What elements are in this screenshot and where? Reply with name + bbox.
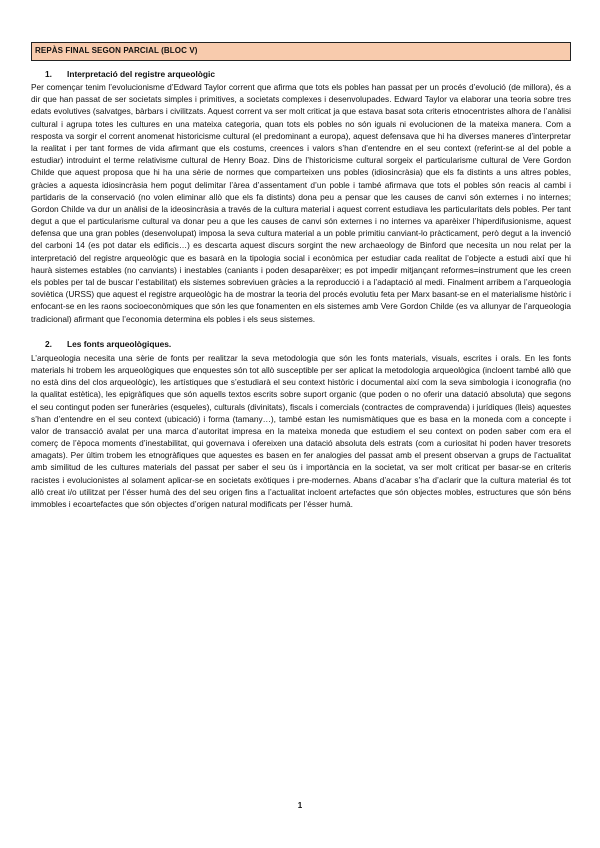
document-title: REPÀS FINAL SEGON PARCIAL (BLOC V) (31, 42, 571, 61)
section-number: 1. (45, 69, 52, 79)
section-paragraph-2: L’arqueologia necesita una sèrie de fonts per realitzar la seva metodologia que són les fonts materials, visuals, escrites i orals. En les fonts materials hi trobem les arqueològiques que enquestes són tot allò susceptible per ser aplicat la metodologia arqueològica (incloent també allò que no està dins del clos arqueològic), les artístiques que s’estudiarà el seu context històric i documental així com la seva simbologia i iconografia (no la qualitat estètica), les epigràfiques que són aquells textos escrits sobre suport organic (que poden o no oferir una datació absoluta) que segons el seu contingut poden ser funeràries (esqueles), culturals (divinitats), fiscals i comercials (contractes de compravenda) i jurídiques (lleis) aquestes s’han d’entendre en el seu context (ubicació) i forma (tamany…), també estan les numismàtiques que es basa en la moneda com a concepte i valor de transacció avalat per una marca d’autoritat impresa en la mateixa moneda que estudiem el seu context on poden saber com era el comerç de l’època moments d’inestabilitat, qui governava i ofereixen una datació absoluta dels estrats (com a curiositat hi poden haver tresorets amagats). Per últim trobem les etnogràfiques que aquestes es basen en fer analogies del passat amb el present observan a grups de l’actualitat amb similitud de les cultures materials del passat per saber el seu ús i importància en la societat, va ser molt criticat per basar-se en criteris racistes i evolucionistes al solament aplicar-se en societats exòtiques i pre-modernes. Abans d’acabar s’ha d’aclarir que la cultura material és tot allò creat i/o utilitzat per l’ésser humà des del seu origen fins a l’actualitat incloent artefactes que són objectes mobles, estructures que són béns immobles i ecoartefactes que són objectes d’origen natural modificats per l’ésser humà. (31, 352, 571, 509)
section-title: Les fonts arqueològiques. (67, 338, 172, 349)
section-heading-1 (45, 69, 571, 79)
section-paragraph-1: Per començar tenim l’evolucionisme d’Edward Taylor corrent que afirma que tots els pobles han passat per un procés d’evolució (de millora), és a dir que han passat de ser societats simples i primitives, a societats complexes i desenvolupades. Edward Taylor va elaborar una teoria sobre tres edats evolutives (salvatges, bàrbars i civilitzats. Aquest corrent va ser molt criticat ja que estava basat sota criteris etnocentristes alhora de l’anàlisi cultural i agrupa totes les cultures en una mateixa categoria, quan tots els pobles no són iguals ni evolucionen de la mateixa manera. Com a resposta va sorgir el corrent anomenat historicisme cultural (el predominant a europa), aquest defensava que hi ha diverses maneres d’interpretar la realitat i per tant formes de vida afirmant que els costums, creences i valors s’han d’entendre en el seu context (referint-se al del poble a estudiar) introduint el terme relativisme cultural de Henry Boaz. Dins de l’historicisme cultural sorgeix el particularisme cultural de Vere Gordon Childe que aquest proposa que hi ha una sèrie de normes que comparteixen uns pobles (idiosincràsia) que els fa distints a uns altres pobles, gràcies a aquesta idiosincràsia hem pogut delimitar l’àrea d’assentament d’un poble i també afirmava que tots el pobles són reacis al cambi i partidaris de la conservació (no volen eliminar allò que els fa distints) dona peu a pensar que les causes de canvi són externes i no internes; Gordon Childe va dur un anàlisi de la ideosincràsia a través de la cultura material i aquest corrent estudiava les particularitats dels pobles. Per tant degut a que el particularisme cultural va donar peu a que les causes de canvi són externes i no internes va aparèixer l’hiperdifusionisme, aquest defensa que una gran pobles (desenvolupat) imposa la seva cultura material a un poble primitiu canviant-lo pràcticament, però degut a la invenció del carboni 14 (es pot datar els edificis…) es descarta aquest discurs sorgint the new archaeology de Binford que necesita un nou relat per la interpretació del registre arqueològic que es basarà en la tipologia social i econòmica per estudiar cada realitat de l’objecte a estudi així que hi haurà sistemes estables (no canviants) i inestables (caniants i poden desaparèixer; es pot impedir mitjançant reformes=instrument que les creen els pobles per tal de buscar l’estabilitat) els sistemes sobreviuen gràcies a la reproducció i a l’adaptació al medi. Finalment arribem a l’arqueologia soviètica (URSS) que aquest el registre arqueològic ha de mostrar la teoria del procés evolutiu feta per Marx basant-se en el materialisme històric i enfocant-se en les raons socioeconòmiques que són les que fonamenten en els sistemes amb Vere Gordon Childe (es va allunyar de l’arqueologia tradicional) afirmant que l’economia determina els pobles i els seus sistemes. (31, 82, 571, 324)
section-title: Interpretació del registre arqueològic (67, 69, 215, 79)
page-number: 1 (297, 801, 303, 810)
document-page (31, 42, 571, 510)
section-heading-2 (45, 339, 571, 349)
section-number: 2. (45, 338, 52, 349)
